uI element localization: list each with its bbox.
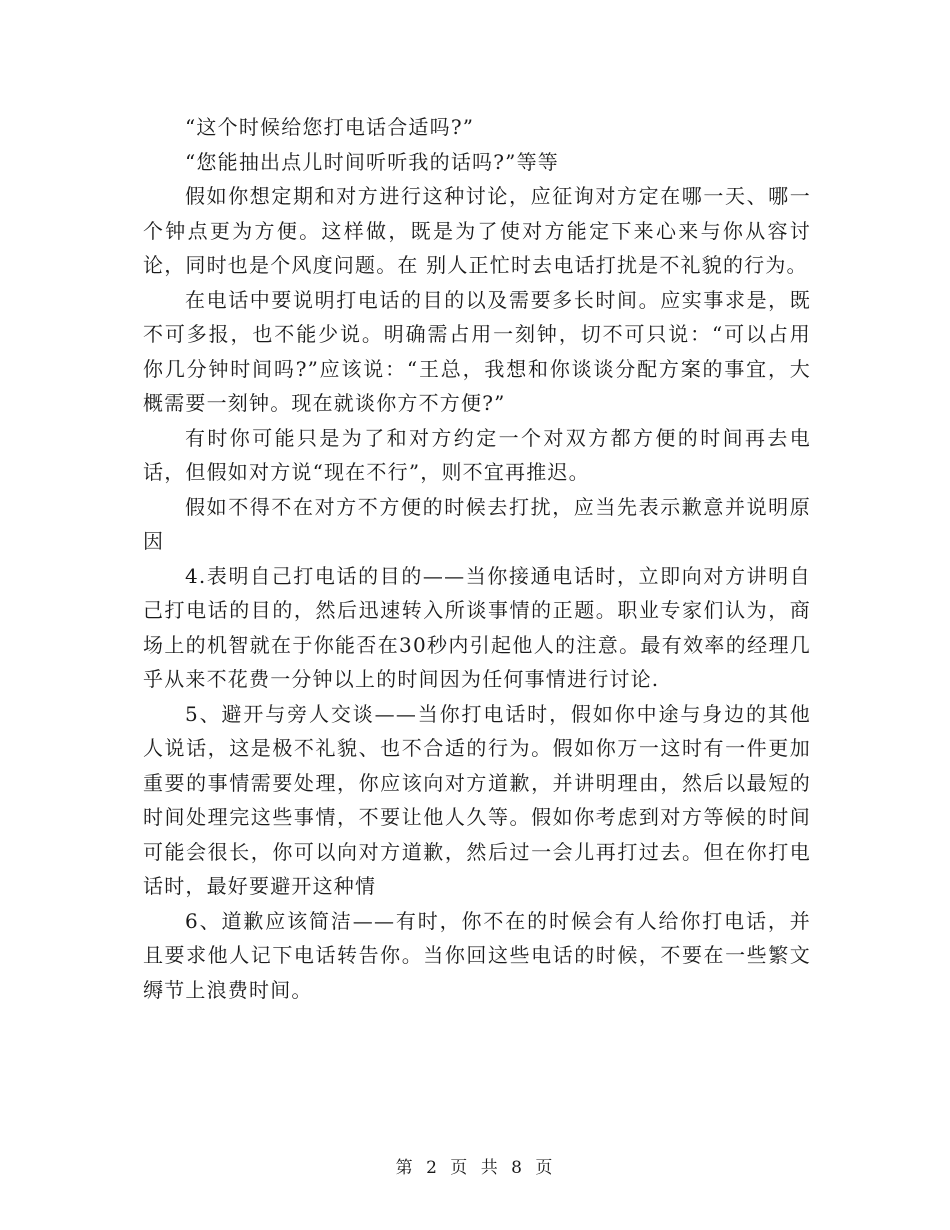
footer-prefix: 第 <box>395 1158 415 1178</box>
paragraph: 假如你想定期和对方进行这种讨论，应征询对方定在哪一天、哪一个钟点更为方便。这样做，既是为了使对方能定下来心来与你从容讨论，同时也是个风度问题。在 别人正忙时去电话打扰是不礼貌的行为。 <box>143 184 811 277</box>
footer-page-word: 页 <box>450 1158 470 1178</box>
footer-suffix: 页 <box>535 1158 555 1178</box>
paragraph: “您能抽出点儿时间听听我的话吗?”等等 <box>185 149 559 174</box>
paragraph: 6、道歉应该简洁——有时，你不在的时候会有人给你打电话，并且要求他人记下电话转告你。当你回这些电话的时候，不要在一些繁文缛节上浪费时间。 <box>143 908 811 1002</box>
footer-total-word: 共 <box>480 1158 500 1178</box>
paragraph: 假如不得不在对方不方便的时候去打扰，应当先表示歉意并说明原因 <box>143 494 811 553</box>
paragraph: 有时你可能只是为了和对方约定一个对双方都方便的时间再去电话，但假如对方说“现在不行”，则不宜再推迟。 <box>143 425 811 484</box>
paragraph: “这个时候给您打电话合适吗?” <box>185 115 475 139</box>
paragraph: 4.表明自己打电话的目的——当你接通电话时，立即向对方讲明自己打电话的目的，然后迅速转入所谈事情的正题。职业专家们认为，商场上的机智就在于你能否在30秒内引起他人的注意。最有效率的经理几乎从来不花费一分钟以上的时间因为任何事情进行讨论. <box>143 563 811 691</box>
page-footer <box>0 1153 950 1178</box>
paragraph: 在电话中要说明打电话的目的以及需要多长时间。应实事求是，既不可多报，也不能少说。明确需占用一刻钟，切不可只说：“可以占用你几分钟时间吗?”应该说：“王总，我想和你谈谈分配方案的事宜，大概需要一刻钟。现在就谈你方不方便?” <box>143 287 811 415</box>
page-body <box>143 110 811 1007</box>
footer-total-pages: 8 <box>511 1158 524 1178</box>
paragraph: 5、避开与旁人交谈——当你打电话时，假如你中途与身边的其他人说话，这是极不礼貌、也不合适的行为。假如你万一这时有一件更加重要的事情需要处理，你应该向对方道歉，并讲明理由，然后以最短的时间处理完这些事情，不要让他人久等。假如你考虑到对方等候的时间可能会很长，你可以向对方道歉，然后过一会儿再打过去。但在你打电话时，最好要避开这种情 <box>143 701 811 898</box>
footer-current-page: 2 <box>426 1158 439 1178</box>
